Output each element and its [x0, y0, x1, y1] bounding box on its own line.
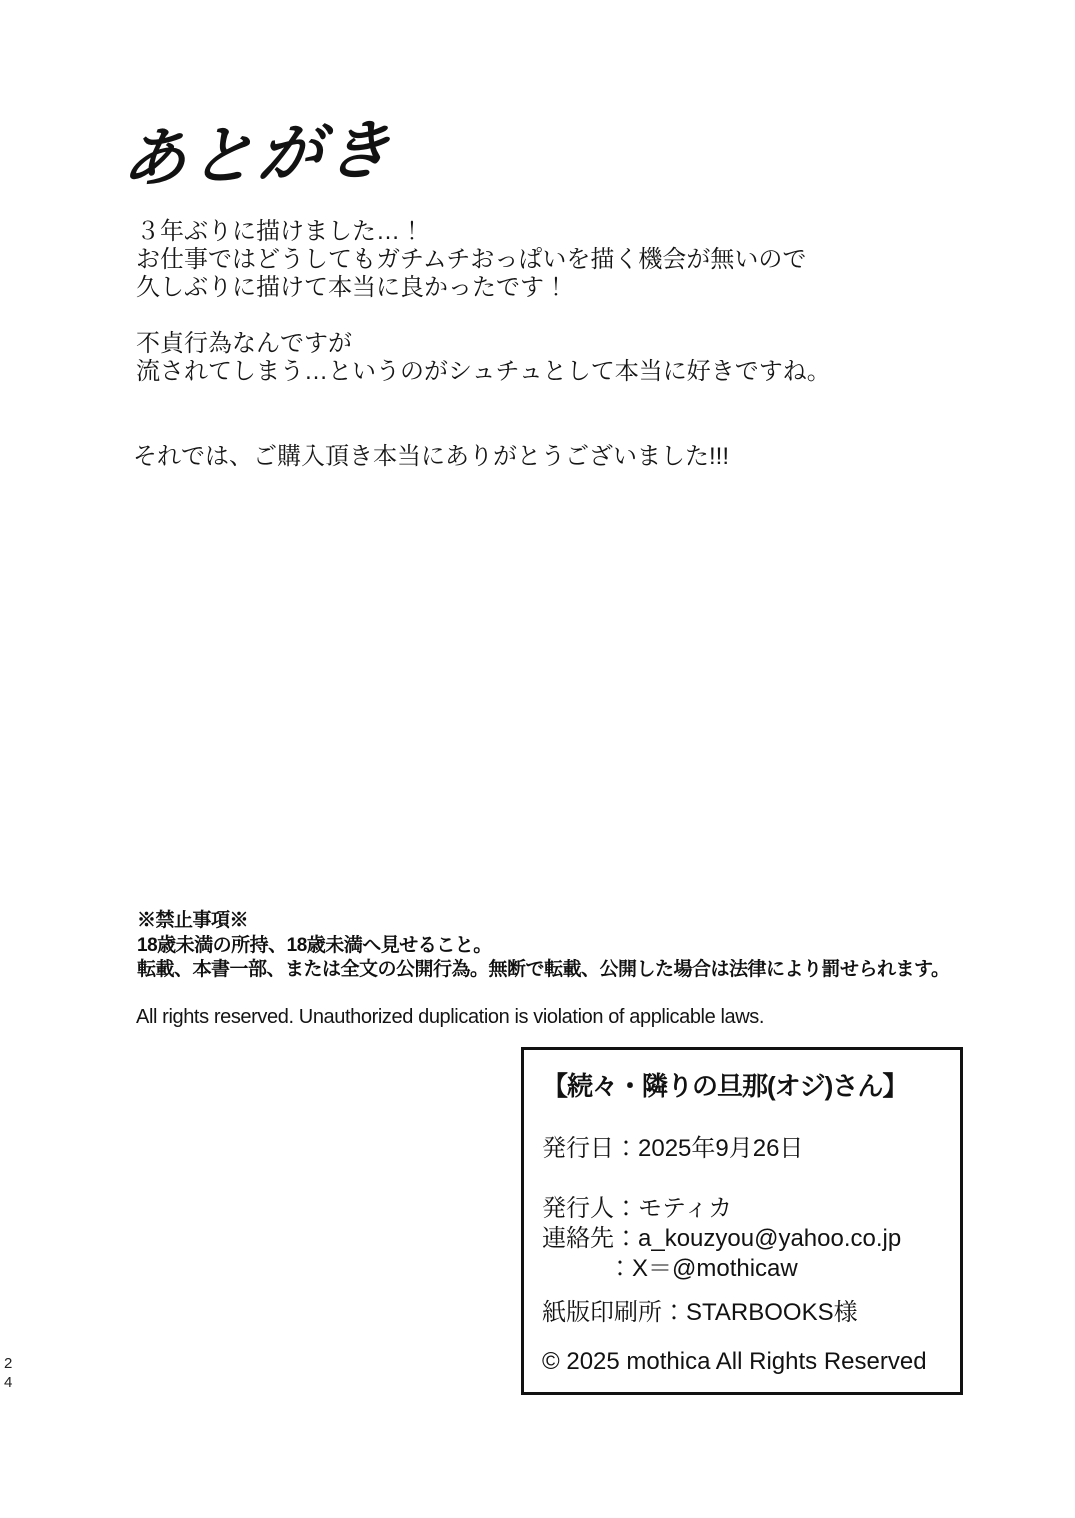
thanks-line: それでは、ご購入頂き本当にありがとうございました!!! — [133, 443, 730, 470]
colophon-box — [521, 1047, 963, 1395]
colophon-publish-date: 発行日：2025年9月26日 — [542, 1135, 804, 1162]
prohibition-notice — [137, 909, 949, 983]
text-line: 流されてしまう…というのがシュチュとして本当に好きですね。 — [136, 358, 831, 385]
page-number-digit: 4 — [4, 1374, 13, 1391]
afterword-paragraph-2 — [136, 330, 831, 386]
colophon-printer: 紙版印刷所：STARBOOKS様 — [542, 1299, 858, 1326]
colophon-publisher: 発行人：モティカ — [542, 1195, 733, 1222]
colophon-contact-x: ：X＝@mothicaw — [608, 1255, 798, 1282]
page-number-digit: 2 — [4, 1355, 13, 1372]
prohibition-heading: ※禁止事項※ — [137, 910, 249, 931]
page-number — [4, 1354, 12, 1392]
colophon-title: 【続々・隣りの旦那(オジ)さん】 — [542, 1071, 908, 1101]
text-line: 久しぶりに描けて本当に良かったです！ — [136, 274, 568, 301]
afterword-paragraph-1 — [136, 218, 806, 302]
afterword-title: あとがき — [119, 113, 397, 196]
text-line: ３年ぶりに描けました…！ — [136, 218, 424, 245]
prohibition-line: 18歳未満の所持、18歳未満へ見せること。 — [137, 934, 492, 956]
text-line: お仕事ではどうしてもガチムチおっぱいを描く機会が無いので — [136, 246, 807, 273]
colophon-copyright: © 2025 mothica All Rights Reserved — [542, 1348, 927, 1375]
colophon-contact-email: 連絡先：a_kouzyou@yahoo.co.jp — [542, 1225, 902, 1252]
text-line: 不貞行為なんですが — [136, 330, 352, 357]
prohibition-line: 転載、本書一部、または全文の公開行為。無断で転載、公開した場合は法律により罰せられます。 — [137, 959, 950, 980]
english-rights-line: All rights reserved. Unauthorized duplication is violation of applicable laws. — [136, 1006, 765, 1028]
